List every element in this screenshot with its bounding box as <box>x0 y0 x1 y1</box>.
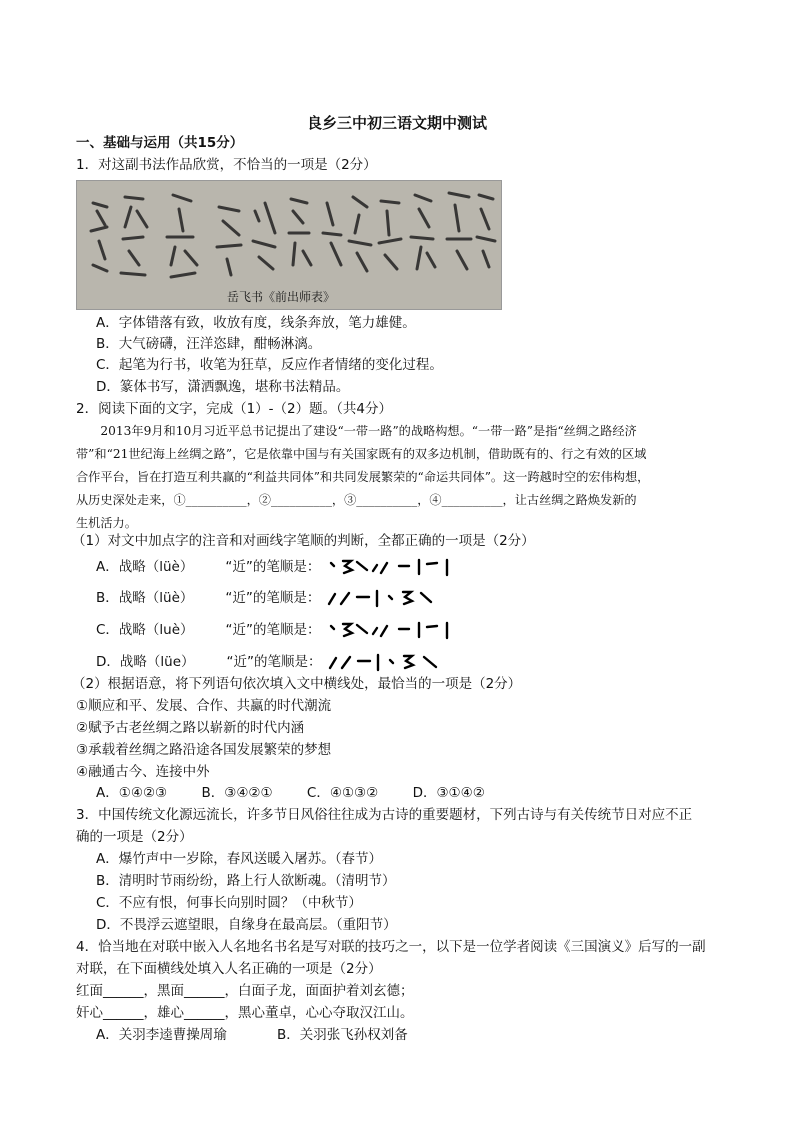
q2-sub2-item-3: ③承载着丝绸之路沿途各国发展繁荣的梦想 <box>76 742 332 758</box>
q2-sub2-stem: （2）根据语意，将下列语句依次填入文中横线处，最恰当的一项是（2分） <box>72 676 522 692</box>
stroke-sequence-a <box>327 557 457 577</box>
option-b-label: B．战略（lüè） <box>96 590 194 606</box>
option-c-label: C．战略（luè） <box>96 622 194 638</box>
q3-option-c: C．不应有恨，何事长向别时圆？（中秋节） <box>96 895 362 911</box>
q2-sub1-option-a <box>96 556 734 578</box>
choice-a: A．①④②③ <box>96 785 168 801</box>
q1-option-a: A．字体错落有致，收放有度，线条奔放，笔力雄健。 <box>96 315 416 331</box>
q2-passage-line-3: 合作平台，旨在打造互利共赢的“利益共同体”和共同发展繁荣的“命运共同体”。这一跨越时空的宏伟构想， <box>76 470 650 484</box>
option-a-label: A．战略（lüè） <box>96 559 194 575</box>
option-c-stroke-text: “近”的笔顺是： <box>225 622 321 638</box>
q1-option-d: D．篆体书写，潇洒飘逸，堪称书法精品。 <box>96 379 350 395</box>
option-a-stroke-text: “近”的笔顺是： <box>225 559 321 575</box>
section-heading: 一、基础与运用（共15分） <box>76 135 244 151</box>
q2-passage-line-5: 生机活力。 <box>76 516 137 530</box>
q2-passage-line-4: 从历史深处走来，①__________，②__________，③__________，④__________，让古丝绸之路焕发新的 <box>76 493 637 507</box>
q2-stem: 2．阅读下面的文字，完成（1）-（2）题。（共4分） <box>76 401 392 417</box>
choice-c: C．④①③② <box>306 785 379 801</box>
option-d-stroke-text: “近”的笔顺是： <box>226 654 322 670</box>
q4-stem-line-2: 对联，在下面横线处填入人名正确的一项是（2分） <box>76 961 382 977</box>
calligraphy-caption: 岳飞书《前出师表》 <box>227 290 336 304</box>
q1-option-c: C．起笔为行书，收笔为狂草，反应作者情绪的变化过程。 <box>96 357 443 373</box>
q2-sub2-item-4: ④融通古今、连接中外 <box>76 764 210 780</box>
q2-sub1-option-d <box>96 651 734 673</box>
q1-stem: 1．对这副书法作品欣赏，不恰当的一项是（2分） <box>76 157 377 173</box>
choice-d: D．③①④② <box>412 785 485 801</box>
q2-sub1-option-c <box>96 619 734 641</box>
stroke-sequence-b <box>327 588 457 608</box>
q3-option-a: A．爆竹声中一岁除，春风送暖入屠苏。（春节） <box>96 851 382 867</box>
q4-choice-b: B．关羽张飞孙权刘备 <box>277 1027 408 1043</box>
q2-sub1-option-b <box>96 587 734 609</box>
stroke-sequence-c <box>327 620 457 640</box>
choice-b: B．③④②① <box>201 785 273 801</box>
q2-passage-line-1: 2013年9月和10月习近平总书记提出了建设“一带一路”的战略构想。“一带一路”是指“丝绸之路经济 <box>76 424 637 438</box>
q3-stem-line-2: 确的一项是（2分） <box>76 829 193 845</box>
q3-stem-line-1: 3．中国传统文化源远流长，许多节日风俗往往成为古诗的重要题材，下列古诗与有关传统节日对应不正 <box>76 807 693 823</box>
q1-option-b: B．大气磅礴，汪洋恣肆，酣畅淋漓。 <box>96 336 322 352</box>
q4-stem-line-1: 4．恰当地在对联中嵌入人名地名书名是写对联的技巧之一，以下是一位学者阅读《三国演义》后写的一副 <box>76 939 706 955</box>
stroke-sequence-d <box>328 652 468 672</box>
q4-couplet-line-2: 奸心______，雄心______，黑心董卓，心心夺取汉江山。 <box>76 1005 414 1021</box>
page-title: 良乡三中初三语文期中测试 <box>306 114 487 132</box>
q2-sub2-item-1: ①顺应和平、发展、合作、共赢的时代潮流 <box>76 698 332 714</box>
q2-sub2-item-2: ②赋予古老丝绸之路以崭新的时代内涵 <box>76 720 305 736</box>
q3-option-b: B．清明时节雨纷纷，路上行人欲断魂。（清明节） <box>96 873 396 889</box>
q4-choice-a: A．关羽李逵曹操周瑜 <box>96 1027 227 1043</box>
q4-couplet-line-1: 红面______，黑面______，白面子龙，面面护着刘玄德； <box>76 983 414 999</box>
q2-passage-line-2: 带”和“21世纪海上丝绸之路”，它是依靠中国与有关国家既有的双多边机制，借助既有的、行之有效的区域 <box>76 447 647 461</box>
calligraphy-image <box>76 180 502 310</box>
q2-sub1-stem: （1）对文中加点字的注音和对画线字笔顺的判断，全都正确的一项是（2分） <box>72 533 535 549</box>
option-b-stroke-text: “近”的笔顺是： <box>225 590 321 606</box>
q4-choices <box>96 1024 734 1046</box>
option-d-label: D．战略（lüe） <box>96 654 195 670</box>
q2-sub2-choices <box>96 782 734 804</box>
q3-option-d: D．不畏浮云遮望眼，自缘身在最高层。（重阳节） <box>96 917 397 933</box>
